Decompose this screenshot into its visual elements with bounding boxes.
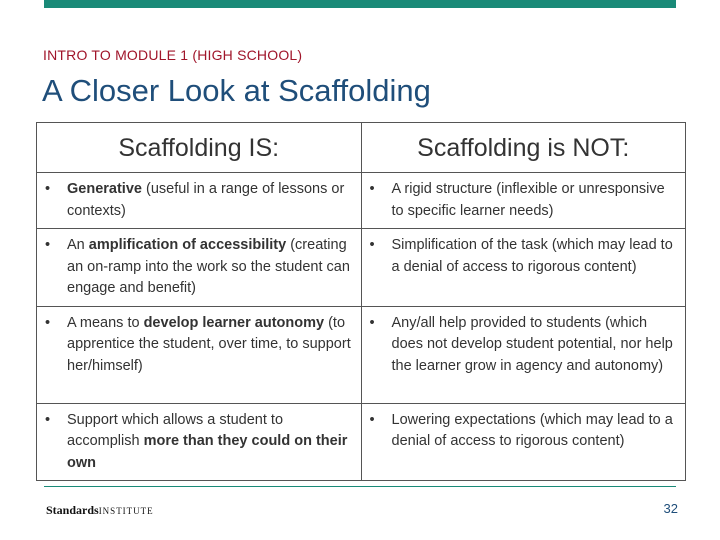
cell-is: • An amplification of accessibility (creating an on-ramp into the work so the student can engage and benefit) bbox=[37, 229, 362, 307]
table-row bbox=[37, 229, 686, 307]
scaffolding-comparison-table bbox=[36, 122, 686, 481]
footer-divider bbox=[44, 486, 676, 487]
column-header-not: Scaffolding is NOT: bbox=[361, 123, 686, 173]
top-accent-bar bbox=[44, 0, 676, 8]
table-header-row bbox=[37, 123, 686, 173]
cell-is: • Generative (useful in a range of lessons or contexts) bbox=[37, 173, 362, 229]
table-row bbox=[37, 403, 686, 481]
module-kicker: INTRO TO MODULE 1 (HIGH SCHOOL) bbox=[43, 47, 303, 63]
cell-not: • A rigid structure (inflexible or unresponsive to specific learner needs) bbox=[361, 173, 686, 229]
page-number: 32 bbox=[663, 501, 678, 516]
cell-is: • Support which allows a student to accomplish more than they could on their own bbox=[37, 403, 362, 481]
table-row bbox=[37, 173, 686, 229]
bullet-icon: • bbox=[369, 314, 375, 331]
slide-title: A Closer Look at Scaffolding bbox=[42, 73, 431, 108]
cell-not: • Simplification of the task (which may lead to a denial of access to rigorous content) bbox=[361, 229, 686, 307]
bullet-icon: • bbox=[45, 314, 51, 331]
bullet-icon: • bbox=[369, 411, 375, 428]
bullet-icon: • bbox=[369, 181, 375, 197]
cell-not: • Any/all help provided to students (which does not develop student potential, nor help the learner grow in agency and autonomy) bbox=[361, 306, 686, 403]
table-row bbox=[37, 306, 686, 403]
bullet-icon: • bbox=[369, 237, 375, 253]
column-header-is: Scaffolding IS: bbox=[37, 123, 362, 173]
bullet-icon: • bbox=[45, 237, 51, 253]
bullet-icon: • bbox=[45, 181, 51, 197]
cell-is: • A means to develop learner autonomy (to apprentice the student, over time, to support her/himself) bbox=[37, 306, 362, 403]
cell-not: • Lowering expectations (which may lead to a denial of access to rigorous content) bbox=[361, 403, 686, 481]
bullet-icon: • bbox=[45, 411, 51, 428]
standards-institute-logo: StandardsINSTITUTE bbox=[46, 503, 154, 517]
